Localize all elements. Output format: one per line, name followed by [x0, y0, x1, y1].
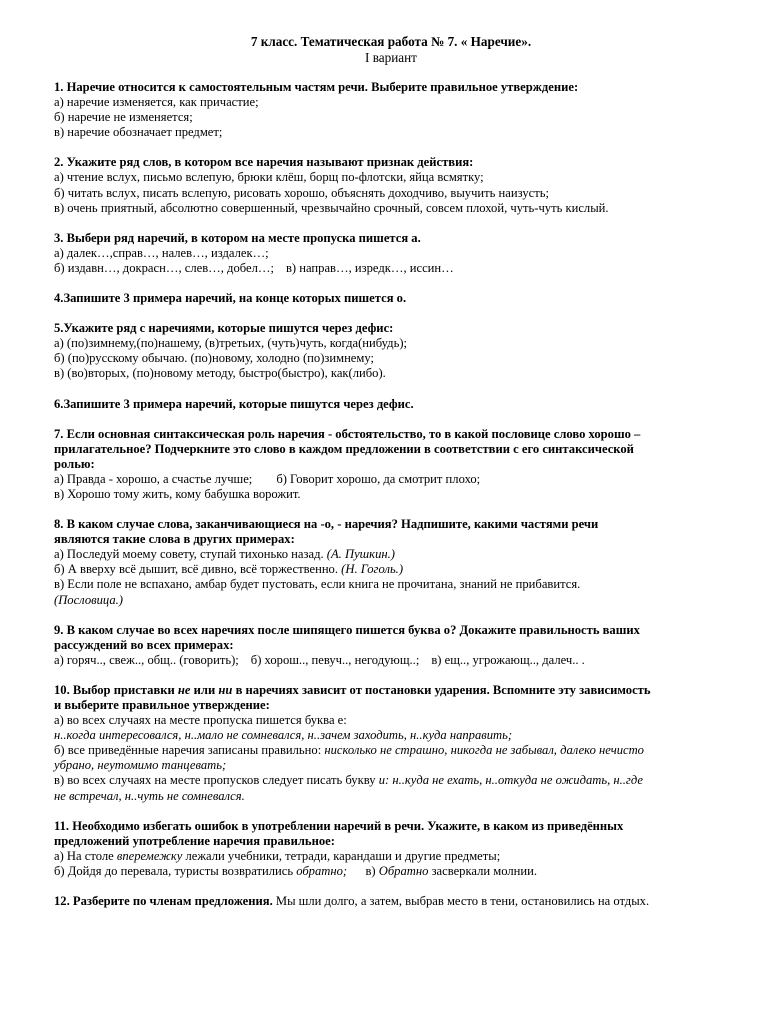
question-2-option-a: а) чтение вслух, письмо вслепую, брюки клёш, борщ по-флотски, яйца всмятку;: [54, 170, 484, 185]
question-3-option-b: б) издавн…, докрасн…, слев…, добел…;: [54, 260, 274, 275]
question-11: [54, 819, 728, 879]
question-11-text-line-2: предложений употребление наречия правильное:: [54, 833, 335, 848]
question-8-option-c: в) Если поле не вспахано, амбар будет пустовать, если книга не прочитана, знаний не прибавится.: [54, 577, 581, 592]
question-4-text: 4.Запишите 3 примера наречий, на конце которых пишется о.: [54, 291, 407, 306]
question-10-text-start: 10. Выбор приставки: [54, 682, 175, 697]
question-8-option-a-source: (А. Пушкин.): [326, 547, 395, 562]
question-12: [54, 894, 728, 909]
question-9-option-b: б) хорош.., певуч.., негодующ..;: [250, 652, 420, 667]
question-10-text-end: в наречиях зависит от постановки ударения. Вспомните эту зависимость: [235, 682, 651, 697]
question-2-text: 2. Укажите ряд слов, в котором все наречия называют признак действия:: [54, 155, 474, 170]
question-7-option-b: б) Говорит хорошо, да смотрит плохо;: [276, 471, 481, 486]
question-10-option-a-examples: н..когда интересовался, н..мало не сомневался, н..зачем заходить, н..куда направить;: [54, 728, 513, 743]
variant-label: I вариант: [365, 50, 417, 65]
question-11-option-b-adverb: обратно;: [296, 863, 348, 878]
question-10-prefix-ne: не: [177, 682, 191, 697]
question-6-text: 6.Запишите 3 примера наречий, которые пишутся через дефис.: [54, 396, 414, 411]
question-3-text: 3. Выбери ряд наречий, в котором на месте пропуска пишется а.: [54, 230, 421, 245]
question-11-option-a-start: а) На столе: [54, 848, 114, 863]
question-3: [54, 231, 728, 276]
question-2: [54, 155, 728, 215]
question-1-option-b: б) наречие не изменяется;: [54, 110, 193, 125]
question-10-option-b: б) все приведённые наречия записаны правильно:: [54, 743, 322, 758]
question-2-option-c: в) очень приятный, абсолютно совершенный, чрезвычайно срочный, совсем плохой, чуть-чуть кислый.: [54, 200, 609, 215]
question-12-text: 12. Разберите по членам предложения.: [54, 894, 273, 909]
question-3-option-c: в) направ…, изредк…, иссин…: [285, 260, 454, 275]
question-11-option-c-adverb: Обратно: [378, 863, 429, 878]
question-11-option-a-adverb: вперемежку: [116, 848, 183, 863]
question-7: [54, 427, 728, 502]
question-8-option-c-source: (Пословица.): [54, 592, 123, 607]
question-10-text-line-1: [54, 683, 728, 698]
question-3-option-a: а) далек…,справ…, налев…, издалек…;: [54, 245, 269, 260]
question-7-option-a: а) Правда - хорошо, а счастье лучше;: [54, 471, 253, 486]
question-8-option-b-source: (Н. Гоголь.): [341, 562, 404, 577]
page-title: 7 класс. Тематическая работа № 7. « Наречие».: [250, 34, 532, 49]
question-10-option-b-examples: нисколько не страшно, никогда не забывал, далеко нечисто: [324, 743, 644, 758]
question-9-option-a: а) горяч.., свеж.., общ.. (говорить);: [54, 652, 239, 667]
question-11-option-a: [54, 849, 728, 864]
question-5-option-a: а) (по)зимнему,(по)нашему, (в)третьих, (чуть)чуть, когда(нибудь);: [54, 336, 408, 351]
question-2-option-b: б) читать вслух, писать вслепую, рисовать хорошо, объяснять доходчиво, выучить наизусть;: [54, 185, 549, 200]
question-9-option-c: в) ещ.., угрожающ.., далеч.. .: [431, 652, 585, 667]
question-11-text-line-1: 11. Необходимо избегать ошибок в употреблении наречий в речи. Укажите, в каком из приведённых: [54, 818, 624, 833]
question-7-text-line-3: ролью:: [54, 456, 95, 471]
question-12-sentence: Мы шли долго, а затем, выбрав место в тени, остановились на отдых.: [275, 894, 650, 909]
question-10-option-a: а) во всех случаях на месте пропуска пишется буква е:: [54, 713, 347, 728]
question-7-option-c: в) Хорошо тому жить, кому бабушка ворожит.: [54, 486, 301, 501]
question-10-prefix-ni: ни: [218, 682, 233, 697]
question-11-option-b: б) Дойдя до перевала, туристы возвратились: [54, 863, 294, 878]
question-9: [54, 623, 728, 668]
question-1: [54, 80, 728, 140]
question-8-text-line-1: 8. В каком случае слова, заканчивающиеся на -о, - наречия? Надпишите, какими частями речи: [54, 517, 599, 532]
question-5-option-c: в) (во)вторых, (по)новому методу, быстро(быстро), как(либо).: [54, 366, 386, 381]
question-4: [54, 291, 728, 306]
question-8: [54, 517, 728, 608]
question-10: [54, 683, 728, 804]
question-6: [54, 397, 728, 412]
question-9-text-line-1: 9. В каком случае во всех наречиях после шипящего пишется буква о? Докажите правильность ваших: [54, 622, 640, 637]
question-5-option-b: б) (по)русскому обычаю. (по)новому, холодно (по)зимнему;: [54, 351, 375, 366]
question-10-text-line-2: и выберите правильное утверждение:: [54, 698, 270, 712]
question-10-option-b-examples-cont: убрано, неутомимо танцевать;: [54, 758, 227, 773]
question-1-option-a: а) наречие изменяется, как причастие;: [54, 95, 259, 110]
question-11-option-a-end: лежали учебники, тетради, карандаши и другие предметы;: [185, 848, 501, 863]
question-8-option-a: а) Последуй моему совету, ступай тихонько назад.: [54, 547, 324, 562]
question-5-text: 5.Укажите ряд с наречиями, которые пишутся через дефис:: [54, 321, 394, 336]
question-5: [54, 321, 728, 381]
question-8-option-b: б) А вверху всё дышит, всё дивно, всё торжественно.: [54, 562, 338, 577]
question-1-text: 1. Наречие относится к самостоятельным частям речи. Выберите правильное утверждение:: [54, 80, 579, 94]
question-10-option-c: в) во всех случаях на месте пропусков следует писать букву: [54, 773, 376, 788]
question-10-option-c-examples-cont: не встречал, н..чуть не сомневался.: [54, 788, 245, 803]
question-7-text-line-1: 7. Если основная синтаксическая роль наречия - обстоятельство, то в какой пословице слово хорошо –: [54, 426, 641, 441]
question-11-option-c: в): [365, 863, 376, 878]
question-8-text-line-2: являются такие слова в других примерах:: [54, 532, 295, 547]
question-1-option-c: в) наречие обозначает предмет;: [54, 125, 223, 140]
question-10-option-c-examples: и: н..куда не ехать, н..откуда не ожидать, н..где: [378, 773, 643, 788]
question-7-text-line-2: прилагательное? Подчеркните это слово в каждом предложении в соответствии с его синтаксической: [54, 441, 634, 456]
question-10-or: или: [193, 682, 216, 697]
question-11-option-c-end: засверкали молнии.: [431, 863, 538, 878]
question-9-text-line-2: рассуждений во всех примерах:: [54, 637, 234, 652]
